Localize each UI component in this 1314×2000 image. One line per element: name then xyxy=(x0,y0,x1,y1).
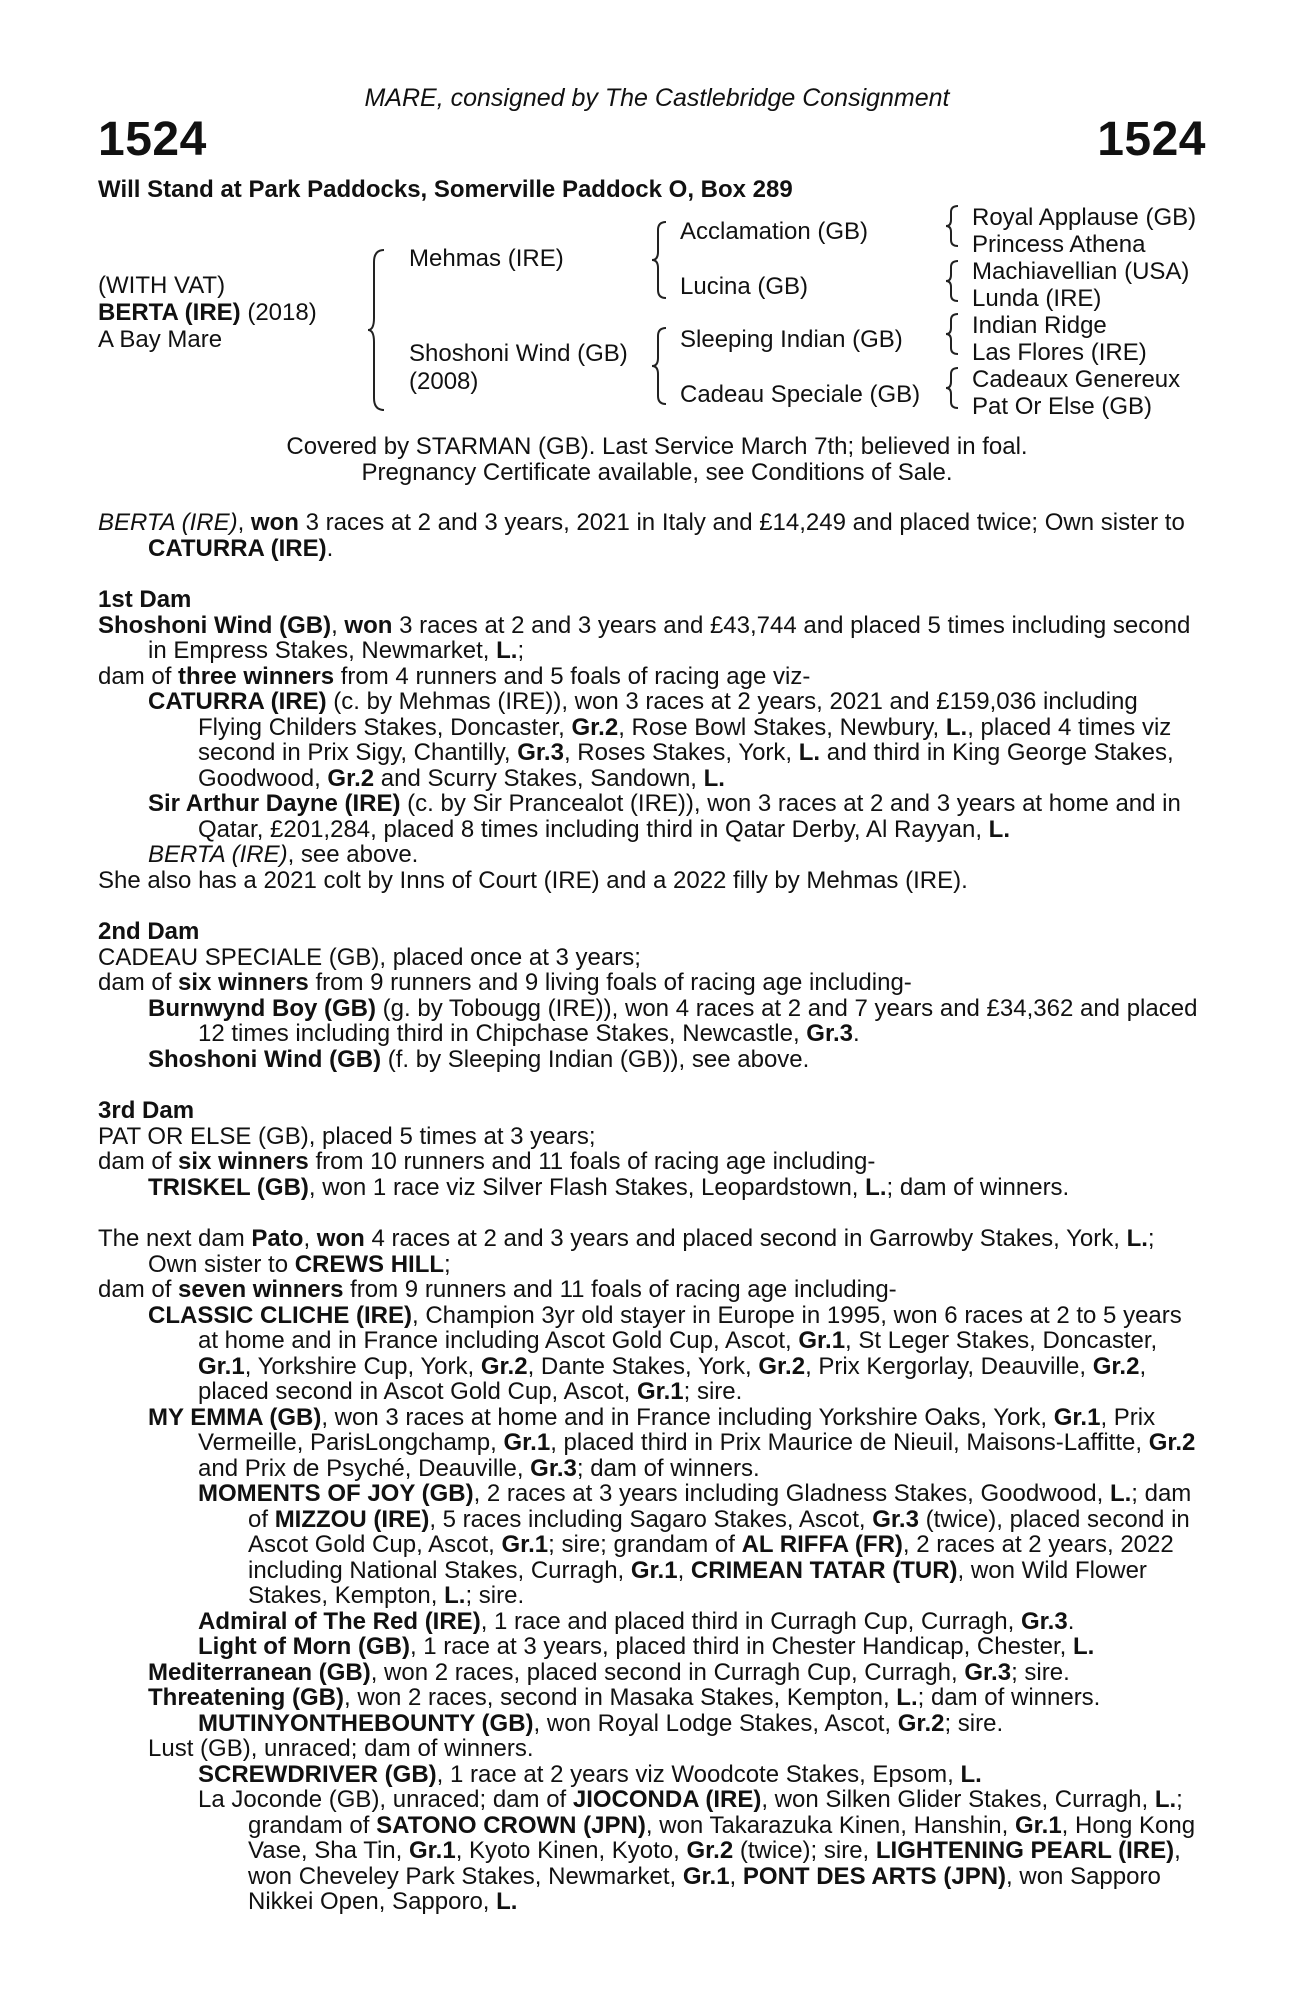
pato-won: won xyxy=(316,1225,365,1252)
joconde-text7: (twice); sire, xyxy=(733,1837,876,1864)
lot-number-right: 1524 xyxy=(1097,113,1206,166)
dam1-winners: three winners xyxy=(178,662,335,690)
screwdriver-name: SCREWDRIVER (GB) xyxy=(198,1760,437,1788)
pedigree-brace-g4 xyxy=(944,366,962,410)
al-riffa-name: AL RIFFA (FR) xyxy=(741,1531,903,1558)
listed-mark: L. xyxy=(798,739,821,766)
granddam-5: Indian Ridge xyxy=(972,312,1107,339)
group-mark: Gr.2 xyxy=(571,713,619,741)
damof-label: dam of xyxy=(98,1276,179,1303)
classic-text: , Champion 3yr old stayer in Europe in 1995, won 6 races at 2 to 5 years at home and in France including Ascot Gold Cup, Ascot, xyxy=(198,1301,1182,1354)
progeny-sir-arthur xyxy=(98,791,1208,842)
joconde-text5: , Hong Kong Vase, Sha Tin, xyxy=(248,1811,1196,1864)
mutiny-end: ; sire. xyxy=(944,1709,1004,1737)
dam3-winners: six winners xyxy=(178,1148,309,1175)
joconde-text2: , won Silken Glider Stakes, Curragh, xyxy=(761,1786,1155,1813)
pedigree-brace-g2 xyxy=(944,259,962,303)
progeny-lust: Lust (GB), unraced; dam of winners. xyxy=(148,1735,534,1762)
caturra-text6: and Scurry Stakes, Sandown, xyxy=(374,764,704,792)
burnwynd-text: (g. by Tobougg (IRE)), won 4 races at 2 and 7 years and £34,362 and placed 12 times including third in Chipchase Stakes, Newcastle, xyxy=(198,994,1198,1047)
triskel-end: ; dam of winners. xyxy=(886,1173,1070,1201)
dam1-won: won xyxy=(344,611,393,639)
listed-mark: L. xyxy=(945,713,968,741)
pato-text: 4 races at 2 and 3 years and placed second in Garrowby Stakes, York, xyxy=(364,1225,1127,1252)
pato-text2: ; Own sister to xyxy=(148,1225,1155,1278)
emma-text: , won 3 races at home and in France including Yorkshire Oaks, York, xyxy=(321,1403,1054,1431)
sir-arthur-text: (c. by Sir Prancealot (IRE)), won 3 races at 2 and 3 years at home and in Qatar, £201,284, placed 8 times including third in Qatar Derby, Al Rayyan, xyxy=(198,790,1181,843)
crimean-tatar-name: CRIMEAN TATAR (TUR) xyxy=(690,1556,958,1584)
listed-mark: L. xyxy=(988,815,1010,843)
granddam-4: Lunda (IRE) xyxy=(972,285,1102,312)
pedigree-brace-g3 xyxy=(944,312,962,356)
listed-mark: L. xyxy=(1072,1633,1095,1660)
med-end: ; sire. xyxy=(1011,1658,1070,1686)
dam-dam: Cadeau Speciale (GB) xyxy=(680,381,921,408)
threatening-name: Threatening (GB) xyxy=(148,1684,344,1711)
group-mark: Gr.1 xyxy=(682,1862,730,1890)
listed-mark: L. xyxy=(496,1888,518,1915)
next-dam-damof xyxy=(98,1277,1208,1303)
moments-text5: ; sire; grandam of xyxy=(548,1531,742,1558)
spacer xyxy=(98,1072,1208,1098)
pedigree-brace-main xyxy=(366,248,390,412)
joconde-text4: , won Takarazuka Kinen, Hanshin, xyxy=(645,1811,1015,1839)
berta-rest: , see above. xyxy=(287,841,419,868)
jioconda-name: JIOCONDA (IRE) xyxy=(572,1786,762,1813)
joconde-text9: , xyxy=(729,1862,743,1890)
light-text: , 1 race at 3 years, placed third in Chester Handicap, Chester, xyxy=(409,1633,1073,1660)
dam1-also: She also has a 2021 colt by Inns of Court (IRE) and a 2022 filly by Mehmas (IRE). xyxy=(98,866,968,894)
pedigree-brace-g1 xyxy=(944,204,962,248)
damof-label: dam of xyxy=(98,662,179,690)
progeny-screwdriver xyxy=(98,1762,1208,1788)
stand-location: Will Stand at Park Paddocks, Somerville Paddock O, Box 289 xyxy=(98,176,793,203)
sir-arthur-name: Sir Arthur Dayne (IRE) xyxy=(148,790,401,817)
emma-text5: ; dam of winners. xyxy=(576,1454,760,1482)
dam1-text-end: ; xyxy=(517,637,525,664)
emma-text4: and Prix de Psyché, Deauville, xyxy=(198,1454,531,1482)
joconde-text3: ; grandam of xyxy=(248,1786,1183,1839)
group-mark: Gr.1 xyxy=(636,1378,684,1405)
pato-end: ; xyxy=(444,1250,451,1278)
dam3-heading: 3rd Dam xyxy=(98,1097,195,1124)
classic-text6: , placed second in Ascot Gold Cup, Ascot, xyxy=(198,1352,1147,1405)
intro-paragraph: BERTA (IRE), won 3 races at 2 and 3 years, 2021 in Italy and £14,249 and placed twice; Own sister to CATURRA (IRE). xyxy=(98,509,1185,562)
mutiny-text: , won Royal Lodge Stakes, Ascot, xyxy=(533,1709,898,1737)
dam1-damof xyxy=(98,664,1208,690)
classic-text4: , Dante Stakes, York, xyxy=(527,1352,759,1380)
admiral-end: . xyxy=(1067,1607,1075,1635)
intro-won: won xyxy=(250,509,299,536)
dam: Shoshoni Wind (GB) xyxy=(409,340,628,367)
caturra-text2: , Rose Bowl Stakes, Newbury, xyxy=(618,713,946,741)
group-mark: Gr.2 xyxy=(686,1837,734,1864)
joconde-text10: , won Sapporo Nikkei Open, Sapporo, xyxy=(248,1862,1161,1915)
satono-crown-name: SATONO CROWN (JPN) xyxy=(376,1811,646,1839)
damof-label: dam of xyxy=(98,1148,179,1175)
dam2-damof xyxy=(98,970,1208,996)
group-mark: Gr.1 xyxy=(1014,1811,1062,1839)
caturra-text: (c. by Mehmas (IRE)), won 3 races at 2 years, 2021 and £159,036 including Flying Childers Stakes, Doncaster, xyxy=(198,688,1138,741)
dam1-name: Shoshoni Wind (GB) xyxy=(98,611,332,639)
my-emma-name: MY EMMA (GB) xyxy=(148,1403,322,1431)
granddam-8: Pat Or Else (GB) xyxy=(972,393,1153,420)
moments-name: MOMENTS OF JOY (GB) xyxy=(198,1480,474,1507)
shoshoni-name: Shoshoni Wind (GB) xyxy=(148,1045,382,1073)
next-dam-summary: The next dam Pato, won 4 races at 2 and 3 years and placed second in Garrowby Stakes, York, L.; Own sister to CREWS HILL; xyxy=(98,1225,1155,1278)
emma-text2: , Prix Vermeille, ParisLongchamp, xyxy=(198,1403,1156,1456)
group-mark: Gr.1 xyxy=(408,1837,456,1864)
covered-line-1: Covered by STARMAN (GB). Last Service March 7th; believed in foal. xyxy=(286,433,1028,460)
group-mark: Gr.2 xyxy=(480,1352,528,1380)
group-mark: Gr.3 xyxy=(964,1658,1012,1686)
group-mark: Gr.1 xyxy=(501,1531,549,1558)
mediterranean-name: Mediterranean (GB) xyxy=(148,1658,371,1686)
joconde-text: La Joconde (GB), unraced; dam of xyxy=(198,1786,573,1813)
dam3-damof xyxy=(98,1149,1208,1175)
listed-mark: L. xyxy=(865,1173,887,1201)
group-mark: Gr.1 xyxy=(503,1429,551,1456)
dam2-winners: six winners xyxy=(178,969,309,996)
group-mark: Gr.3 xyxy=(1020,1607,1068,1635)
dam-sire: Sleeping Indian (GB) xyxy=(680,326,903,353)
spacer xyxy=(98,1200,1208,1226)
group-mark: Gr.1 xyxy=(798,1327,846,1354)
dam2-summary: CADEAU SPECIALE (GB), placed once at 3 years; xyxy=(98,943,641,971)
dam3-summary: PAT OR ELSE (GB), placed 5 times at 3 years; xyxy=(98,1122,596,1150)
listed-mark: L. xyxy=(1126,1225,1148,1252)
progeny-burnwynd: Burnwynd Boy (GB) (g. by Tobougg (IRE)), won 4 races at 2 and 7 years and £34,362 and placed 12 times including third in Chipchase Stakes, Newcastle, Gr.3. xyxy=(148,994,1198,1047)
sire-dam: Lucina (GB) xyxy=(680,273,809,300)
burnwynd-name: Burnwynd Boy (GB) xyxy=(148,994,376,1022)
damof-rest: from 10 runners and 11 foals of racing age including- xyxy=(308,1148,876,1175)
progeny-classic-cliche xyxy=(98,1303,1208,1405)
dam1-summary: Shoshoni Wind (GB), won 3 races at 2 and 3 years and £43,744 and placed 5 times including second in Empress Stakes, Newmarket, L.; xyxy=(98,611,1191,664)
admiral-text: , 1 race and placed third in Curragh Cup, Curragh, xyxy=(480,1607,1021,1635)
progeny-berta xyxy=(98,842,1208,868)
mizzou-name: MIZZOU (IRE) xyxy=(274,1505,430,1533)
pedigree-brace-dam xyxy=(650,326,670,406)
listed-mark: L. xyxy=(960,1760,982,1788)
threat-end: ; dam of winners. xyxy=(917,1684,1101,1711)
sire-sire: Acclamation (GB) xyxy=(680,218,869,245)
shoshoni-text: (f. by Sleeping Indian (GB)), see above. xyxy=(381,1045,810,1073)
caturra-text4: , Roses Stakes, York, xyxy=(563,739,799,766)
intro-horse-name: BERTA (IRE) xyxy=(98,509,238,536)
spacer xyxy=(98,561,1208,587)
caturra-text5: and third in King George Stakes, Goodwood, xyxy=(198,739,1174,792)
covered-line-2: Pregnancy Certificate available, see Conditions of Sale. xyxy=(361,458,953,486)
progeny-triskel xyxy=(98,1175,1208,1201)
classic-cliche-name: CLASSIC CLICHE (IRE) xyxy=(148,1301,412,1329)
damof-rest: from 4 runners and 5 foals of racing age viz- xyxy=(334,662,811,690)
pato-name: Pato xyxy=(251,1225,304,1252)
horse-year: (2018) xyxy=(247,299,317,326)
group-mark: Gr.2 xyxy=(327,764,375,792)
progeny-la-joconde xyxy=(98,1787,1208,1915)
triskel-text: , won 1 race viz Silver Flash Stakes, Leopardstown, xyxy=(308,1173,866,1201)
pont-des-arts-name: PONT DES ARTS (JPN) xyxy=(742,1862,1007,1890)
group-mark: Gr.1 xyxy=(630,1556,678,1584)
group-mark: Gr.3 xyxy=(872,1505,919,1533)
caturra-text3: , placed 4 times viz second in Prix Sigy, Chantilly, xyxy=(198,713,1172,766)
listed-mark: L. xyxy=(703,764,725,792)
group-mark: Gr.2 xyxy=(1092,1352,1140,1380)
intro-text: 3 races at 2 and 3 years, 2021 in Italy and £14,249 and placed twice; Own sister to xyxy=(298,509,1185,536)
listed-mark: L. xyxy=(444,1582,466,1609)
moments-text: , 2 races at 3 years including Gladness Stakes, Goodwood, xyxy=(473,1480,1110,1507)
group-mark: Gr.2 xyxy=(1148,1429,1196,1456)
progeny-admiral xyxy=(98,1609,1208,1635)
moments-text7: , xyxy=(677,1556,691,1584)
consignor-line: MARE, consigned by The Castlebridge Consignment xyxy=(364,84,950,112)
triskel-name: TRISKEL (GB) xyxy=(148,1173,309,1201)
dam1-heading: 1st Dam xyxy=(98,586,192,613)
intro-sister: CATURRA (IRE) xyxy=(148,534,327,562)
group-mark: Gr.3 xyxy=(806,1020,853,1047)
granddam-1: Royal Applause (GB) xyxy=(972,204,1197,231)
dam1-text: 3 races at 2 and 3 years and £43,744 and placed 5 times including second in Empress Stakes, Newmarket, xyxy=(148,611,1191,664)
progeny-my-emma xyxy=(98,1405,1208,1482)
admiral-name: Admiral of The Red (IRE) xyxy=(198,1607,481,1635)
horse-description: A Bay Mare xyxy=(98,326,223,353)
med-text: , won 2 races, placed second in Curragh Cup, Curragh, xyxy=(370,1658,965,1686)
horse-name: BERTA (IRE) xyxy=(98,299,241,326)
listed-mark: L. xyxy=(1109,1480,1132,1507)
classic-text7: ; sire. xyxy=(683,1378,743,1405)
vat-label: (WITH VAT) xyxy=(98,272,226,299)
progeny-caturra xyxy=(98,689,1208,791)
moments-text9: ; sire. xyxy=(465,1582,525,1609)
granddam-7: Cadeaux Genereux xyxy=(972,366,1181,393)
horse-name-line xyxy=(98,299,317,326)
covered-notice xyxy=(0,434,1314,485)
progeny-mutiny xyxy=(98,1711,1208,1737)
group-mark: Gr.2 xyxy=(758,1352,806,1380)
crews-hill: CREWS HILL xyxy=(294,1250,445,1278)
damof-rest: from 9 runners and 9 living foals of racing age including- xyxy=(308,969,912,996)
spacer xyxy=(98,893,1208,919)
pedigree-brace-sire xyxy=(650,220,670,300)
listed-mark: L. xyxy=(1154,1786,1177,1813)
moments-text4: (twice), placed second in Ascot Gold Cup, Ascot, xyxy=(248,1505,1190,1558)
mutiny-name: MUTINYONTHEBOUNTY (GB) xyxy=(198,1709,534,1737)
light-of-morn-name: Light of Morn (GB) xyxy=(198,1633,410,1660)
next-dam-winners: seven winners xyxy=(178,1276,344,1303)
progeny-mediterranean xyxy=(98,1660,1208,1686)
granddam-3: Machiavellian (USA) xyxy=(972,258,1190,285)
caturra-name: CATURRA (IRE) xyxy=(148,688,327,715)
moments-text6: , 2 races at 2 years, 2022 including National Stakes, Curragh, xyxy=(248,1531,1174,1584)
lot-number-left: 1524 xyxy=(98,113,207,166)
classic-text5: , Prix Kergorlay, Deauville, xyxy=(805,1352,1093,1380)
lightening-pearl-name: LIGHTENING PEARL (IRE) xyxy=(875,1837,1175,1864)
joconde-text6: , Kyoto Kinen, Kyoto, xyxy=(455,1837,687,1864)
granddam-6: Las Flores (IRE) xyxy=(972,339,1147,366)
emma-text3: , placed third in Prix Maurice de Nieuil, Maisons-Laffitte, xyxy=(550,1429,1149,1456)
group-mark: Gr.2 xyxy=(897,1709,945,1737)
berta-name: BERTA (IRE) xyxy=(148,841,288,868)
progeny-light-of-morn xyxy=(98,1634,1208,1660)
listed-mark: L. xyxy=(496,637,518,664)
moments-text2: ; dam of xyxy=(248,1480,1192,1533)
classic-text3: , Yorkshire Cup, York, xyxy=(244,1352,481,1380)
threat-text: , won 2 races, second in Masaka Stakes, Kempton, xyxy=(344,1684,897,1711)
classic-text2: , St Leger Stakes, Doncaster, xyxy=(845,1327,1158,1354)
group-mark: Gr.1 xyxy=(1053,1403,1101,1431)
progeny-shoshoni xyxy=(98,1047,1208,1073)
damof-rest: from 9 runners and 11 foals of racing age including- xyxy=(343,1276,897,1303)
body-text xyxy=(98,510,1208,1915)
moments-text3: , 5 races including Sagaro Stakes, Ascot, xyxy=(429,1505,873,1533)
screw-text: , 1 race at 2 years viz Woodcote Stakes, Epsom, xyxy=(436,1760,961,1788)
group-mark: Gr.1 xyxy=(198,1352,245,1380)
progeny-threatening xyxy=(98,1685,1208,1711)
dam-year: (2008) xyxy=(409,368,479,395)
joconde-text8: , won Cheveley Park Stakes, Newmarket, xyxy=(248,1837,1181,1890)
dam2-heading: 2nd Dam xyxy=(98,918,200,945)
listed-mark: L. xyxy=(896,1684,918,1711)
progeny-moments-of-joy xyxy=(98,1481,1208,1609)
group-mark: Gr.3 xyxy=(517,739,564,766)
moments-text8: , won Wild Flower Stakes, Kempton, xyxy=(248,1556,1147,1609)
group-mark: Gr.3 xyxy=(530,1454,577,1482)
next-dam-intro: The next dam xyxy=(98,1225,252,1252)
damof-label: dam of xyxy=(98,969,179,996)
intro-end: . xyxy=(326,534,334,562)
granddam-2: Princess Athena xyxy=(972,231,1146,258)
sire: Mehmas (IRE) xyxy=(409,245,564,272)
